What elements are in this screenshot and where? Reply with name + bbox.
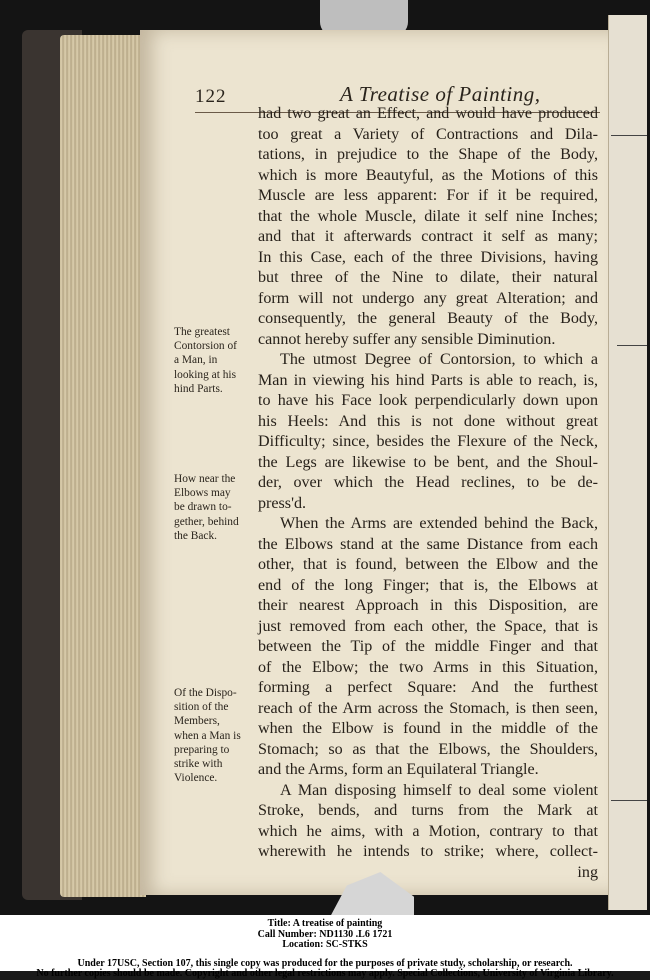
body-line: In this Case, each of the three Divisions, having — [258, 248, 598, 266]
body-line: and the Arms, form an Equilateral Triangle. — [258, 761, 539, 778]
body-line: too great a Variety of Contractions and Dila- — [258, 125, 598, 143]
catalog-call-number: Call Number: ND1130 .L6 1721 — [257, 928, 393, 940]
body-line: cannot hereby suffer any sensible Diminution. — [258, 330, 556, 348]
facing-page-edge — [608, 15, 647, 910]
marginal-note-line: preparing to — [174, 743, 230, 756]
body-line: Muscle are less apparent: For if it be required, — [258, 187, 598, 204]
copyright-notice-line: No further copies should be made. Copyright and other legal restrictions may apply. Special Collections, University of Virginia Library. — [36, 968, 614, 979]
body-line: which he aims, with a Motion, contrary to that — [258, 822, 598, 840]
body-line: that the whole Muscle, dilate it self nine Inches; — [258, 207, 598, 225]
marginal-note-line: Elbows may — [174, 487, 231, 500]
body-line: had two great an Effect, and would have produced — [258, 105, 598, 122]
body-line: other, that is found, between the Elbow and the — [258, 556, 598, 573]
body-line: but three of the Nine to dilate, their natural — [258, 269, 598, 286]
marginal-note-line: Contorsion of — [174, 340, 237, 353]
marginal-note-line: The greatest — [174, 326, 230, 338]
body-line: Stomach; so as that the Elbows, the Shoulders, — [258, 740, 598, 758]
facing-page-mark — [617, 345, 647, 346]
body-line: between the Tip of the middle Finger and that — [258, 638, 598, 655]
body-line: A Man disposing himself to deal some violent — [280, 781, 598, 799]
body-line: their nearest Approach in this Disposition, are — [258, 597, 598, 614]
body-line: tations, in prejudice to the Shape of the Body, — [258, 146, 598, 163]
copyright-notice-line: Under 17USC, Section 107, this single copy was produced for the purposes of private study, scholarship, or research. — [77, 957, 573, 969]
page-edges — [60, 35, 146, 897]
body-line: Difficulty; since, besides the Flexure of the Neck, — [258, 433, 598, 450]
body-line: which is more Beautyful, as the Motions of this — [258, 166, 598, 184]
marginal-note-line: hind Parts. — [174, 382, 223, 395]
marginal-note-line: Of the Dispo- — [174, 687, 237, 699]
marginal-note-line: gether, behind — [174, 515, 239, 528]
page-number: 122 — [195, 86, 227, 107]
body-line: the Legs are likewise to be bent, and the Shoul- — [258, 453, 598, 471]
body-line: the Elbows stand at the same Distance from each — [258, 535, 598, 553]
catchword: ing — [577, 863, 598, 881]
body-line: form will not undergo any great Alteration; and — [258, 289, 598, 307]
marginal-note-line: be drawn to- — [174, 501, 232, 514]
marginal-note-line: How near the — [174, 473, 236, 485]
body-line: wherewith he intends to strike; where, collect- — [258, 843, 598, 860]
body-line: consequently, the general Beauty of the Body, — [258, 310, 598, 327]
body-line: to have his Face look perpendicularly down upon — [258, 392, 598, 409]
marginal-note-line: sition of the — [174, 701, 229, 714]
catalog-location: Location: SC-STKS — [282, 939, 368, 950]
body-line: der, over which the Head reclines, to be de- — [258, 474, 598, 491]
body-text — [258, 104, 598, 883]
catalog-title: Title: A treatise of painting — [267, 918, 383, 929]
marginal-note-line: the Back. — [174, 529, 218, 542]
body-line: when the Elbow is found in the middle of the — [258, 720, 598, 737]
body-line: The utmost Degree of Contorsion, to which a — [280, 351, 598, 368]
marginal-note-elbows — [174, 472, 262, 543]
facing-page-mark — [611, 135, 647, 136]
body-line: forming a perfect Square: And the furthest — [258, 679, 598, 696]
marginal-note-line: looking at his — [174, 368, 237, 381]
marginal-note-line: strike with — [174, 758, 223, 771]
catalog-caption — [0, 915, 650, 979]
running-title: A Treatise of Painting, — [340, 82, 541, 106]
body-line: and that it afterwards contract it self as many; — [258, 228, 598, 245]
body-line: press'd. — [258, 494, 307, 512]
body-line: his Heels: And this is not done without great — [258, 412, 598, 430]
body-line: of the Elbow; the two Arms in this Situation, — [258, 658, 598, 676]
marginal-note-line: Members, — [174, 715, 220, 728]
body-line: end of the long Finger; that is, the Elbows at — [258, 576, 598, 594]
facing-page-mark — [611, 800, 647, 801]
book-page — [140, 30, 612, 895]
marginal-note-strike — [174, 686, 262, 785]
marginal-note-line: when a Man is — [174, 729, 241, 742]
body-line: just removed from each other, the Space, that is — [258, 617, 598, 635]
marginal-note-line: Violence. — [174, 772, 218, 785]
body-line: Man in viewing his hind Parts is able to reach, is, — [258, 371, 598, 389]
marginal-note-contorsion — [174, 325, 262, 396]
body-line: reach of the Arm across the Stomach, is then seen, — [258, 699, 598, 717]
body-line: When the Arms are extended behind the Back, — [280, 515, 598, 532]
marginal-note-line: a Man, in — [174, 354, 218, 367]
body-line: Stroke, bends, and turns from the Mark at — [258, 802, 598, 819]
